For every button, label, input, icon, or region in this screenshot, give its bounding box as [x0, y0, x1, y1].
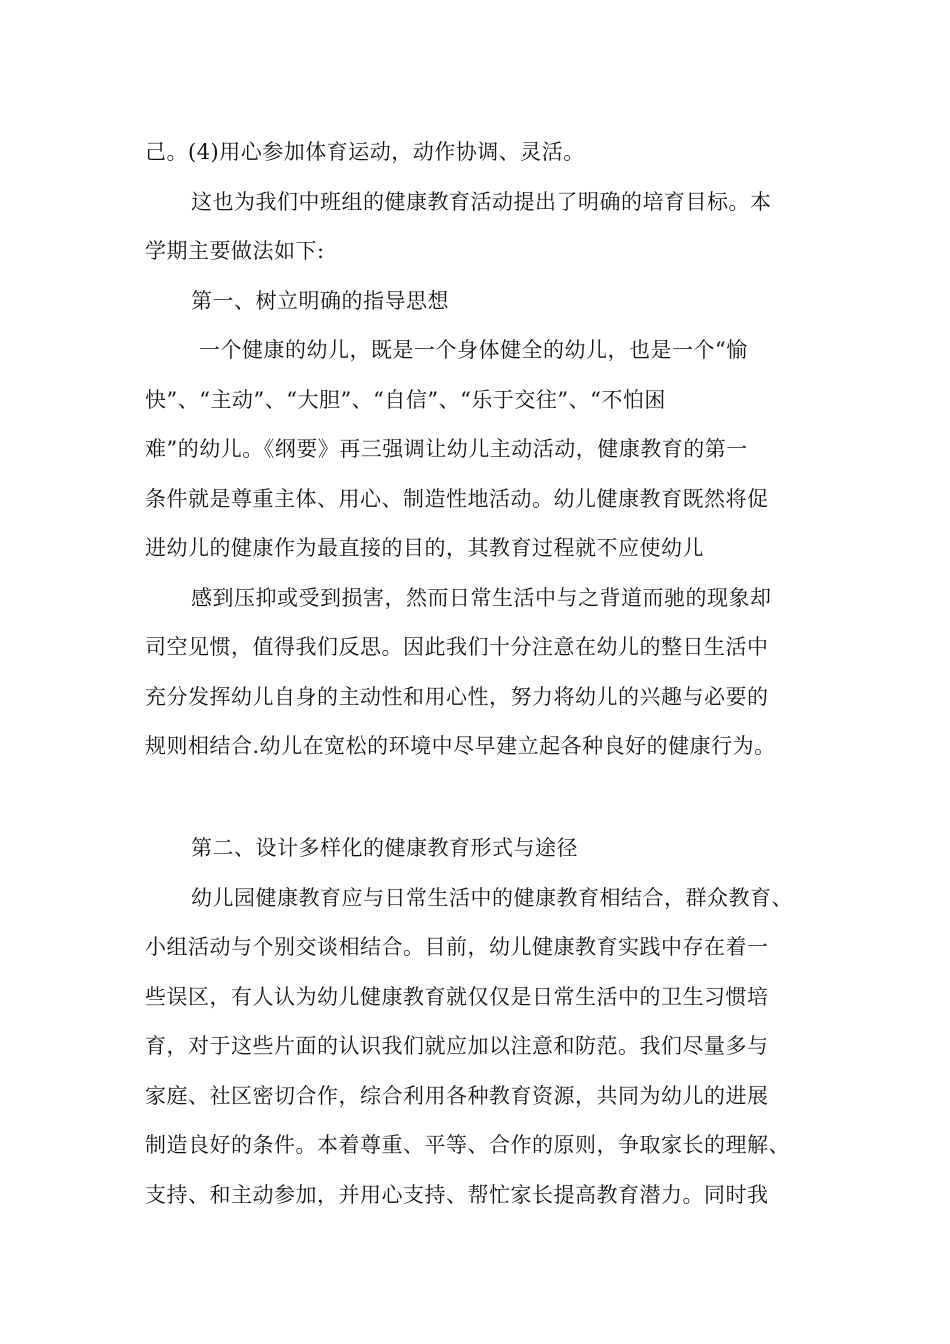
- text-line: 学期主要做法如下:: [145, 239, 325, 263]
- text-line: 小组活动与个别交谈相结合。目前，幼儿健康教育实践中存在着一: [145, 935, 769, 959]
- text-line: 这也为我们中班组的健康教育活动提出了明确的培育目标。本: [191, 189, 772, 214]
- section-heading-1: 第一、树立明确的指导思想: [191, 288, 449, 313]
- text-line: 幼儿园健康教育应与日常生活中的健康教育相结合，群众教育、: [191, 885, 793, 910]
- text-line: 己。(4)用心参加体育运动，动作协调、灵活。: [145, 140, 585, 164]
- text-line: 条件就是尊重主体、用心、制造性地活动。幼儿健康教育既然将促: [145, 486, 769, 511]
- text-line: 规则相结合.幼儿在宽松的环境中尽早建立起各种良好的健康行为。: [145, 734, 776, 758]
- text-line: 家庭、社区密切合作，综合利用各种教育资源，共同为幼儿的进展: [145, 1083, 769, 1108]
- text-line: 进幼儿的健康作为最直接的目的，其教育过程就不应使幼儿: [145, 536, 704, 560]
- text-block-1: [145, 128, 810, 772]
- text-line: 感到压抑或受到损害，然而日常生活中与之背道而驰的现象却: [191, 585, 772, 610]
- text-block-2: [145, 824, 810, 1220]
- text-line: 司空见惯，值得我们反思。因此我们十分注意在幼儿的整日生活中: [145, 635, 769, 659]
- text-line: 难”的幼儿。《纲要》再三强调让幼儿主动活动，健康教育的第一: [145, 437, 748, 461]
- text-line: 支持、和主动参加，并用心支持、帮忙家长提高教育潜力。同时我: [145, 1182, 769, 1207]
- text-line: 些误区，有人认为幼儿健康教育就仅仅是日常生活中的卫生习惯培: [145, 984, 769, 1009]
- text-line: 育，对于这些片面的认识我们就应加以注意和防范。我们尽量多与: [145, 1034, 769, 1058]
- text-line: 一个健康的幼儿，既是一个身体健全的幼儿，也是一个“愉: [199, 338, 748, 362]
- text-line: 快”、“主动”、“大胆”、“自信”、“乐于交往”、“不怕困: [145, 387, 666, 412]
- text-line: 充分发挥幼儿自身的主动性和用心性，努力将幼儿的兴趣与必要的: [145, 684, 769, 709]
- section-heading-2: 第二、设计多样化的健康教育形式与途径: [191, 836, 578, 860]
- text-line: 制造良好的条件。本着尊重、平等、合作的原则，争取家长的理解、: [145, 1133, 790, 1157]
